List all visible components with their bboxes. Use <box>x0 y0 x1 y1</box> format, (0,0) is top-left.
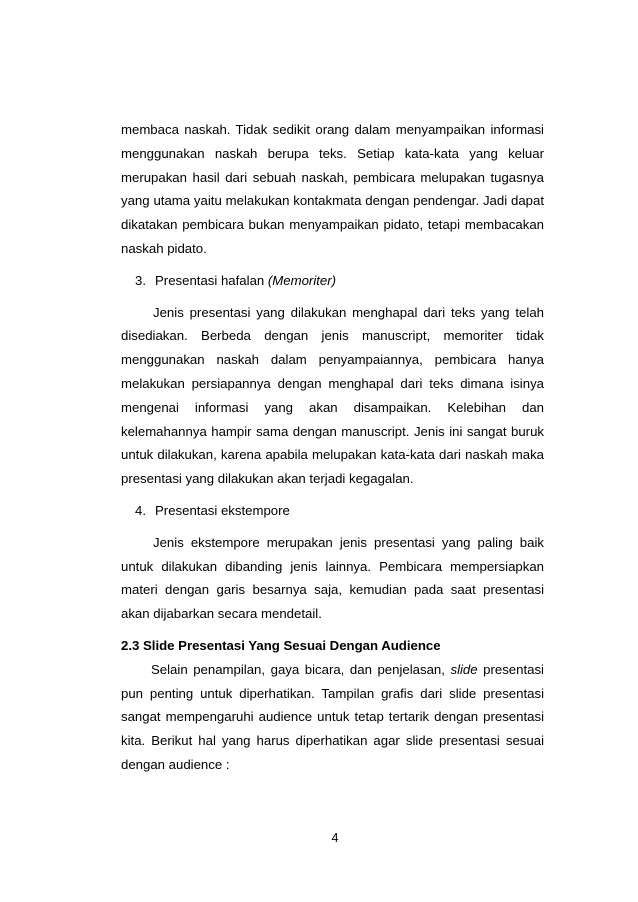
paragraph-slide-presentasi: Selain penampilan, gaya bicara, dan penjelasan, slide presentasi pun penting untuk diperhatikan. Tampilan grafis dari slide presentasi sangat mempengaruhi audience untuk tetap tertarik dengan presentasi kita. Berikut hal yang harus diperhatikan agar slide presentasi sesuai dengan audience : <box>121 661 544 772</box>
list-item-label: Presentasi hafalan (Memoriter) <box>155 272 337 288</box>
page-number: 4 <box>331 831 339 845</box>
list-item-3 <box>121 269 544 293</box>
list-item-number: 4. <box>135 502 146 518</box>
section-heading: 2.3 Slide Presentasi Yang Sesuai Dengan Audience <box>121 637 441 653</box>
list-item-label-italic: (Memoriter) <box>267 272 337 288</box>
paragraph-continuation: membaca naskah. Tidak sedikit orang dalam menyampaikan informasi menggunakan naskah berupa teks. Setiap kata-kata yang keluar merupakan hasil dari sebuah naskah, pembicara melupakan tugasnya yang utama yaitu melakukan kontakmata dengan pendengar. Jadi dapat dikatakan pembicara bukan menyampaikan pidato, tetapi membacakan naskah pidato. <box>121 122 544 256</box>
list-item-number: 3. <box>135 272 146 288</box>
paragraph-memoriter: Jenis presentasi yang dilakukan menghapal dari teks yang telah disediakan. Berbeda dengan jenis manuscript, memoriter tidak menggunakan naskah dalam penyampaiannya, pembicara hanya melakukan persiapannya dengan menghapal dari teks dimana isinya mengenai informasi yang akan disampaikan. Kelebihan dan kelemahannya hampir sama dengan manuscript. Jenis ini sangat buruk untuk dilakukan, karena apabila melupakan kata-kata dari naskah maka presentasi yang dilakukan akan terjadi kegagalan. <box>121 304 544 487</box>
page-content <box>121 118 544 777</box>
list-item-label: Presentasi ekstempore <box>155 502 290 518</box>
paragraph-ekstempore: Jenis ekstempore merupakan jenis presentasi yang paling baik untuk dilakukan dibanding jenis lainnya. Pembicara mempersiapkan materi dengan garis besarnya saja, kemudian pada saat presentasi akan dijabarkan secara mendetail. <box>121 534 544 622</box>
list-item-4 <box>121 499 544 523</box>
